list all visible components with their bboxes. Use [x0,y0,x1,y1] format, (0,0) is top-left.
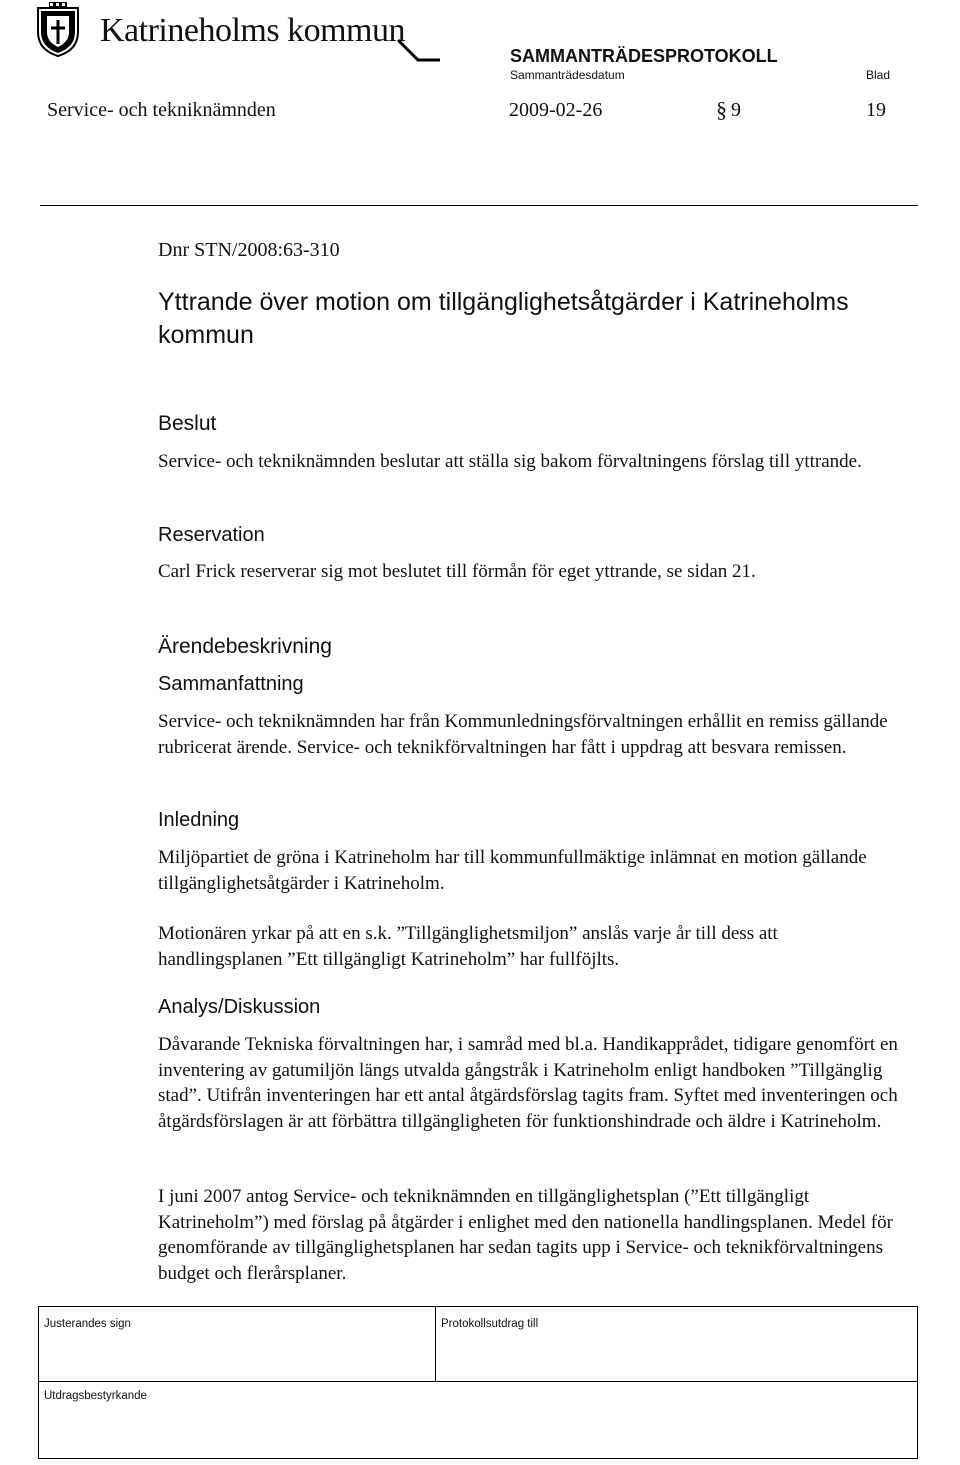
page-number: 19 [866,99,886,121]
beslut-text: Service- och tekniknämnden beslutar att ställa sig bakom förvaltningens förslag till yttrande. [158,451,862,472]
header-divider [40,205,918,206]
paragraph-sign: § [716,97,727,122]
logo-swoosh-icon [396,36,442,66]
sammanfattning-heading: Sammanfattning [158,673,304,695]
signature-box-divider-horizontal [38,1381,918,1382]
meeting-date-label: Sammanträdesdatum [510,68,625,82]
inledning-paragraph-2: Motionären yrkar på att en s.k. ”Tillgänglighetsmiljon” anslås varje år till dess att handlingsplanen ”Ett tillgängligt Katrineholm” har fullföjlts. [158,923,778,970]
utdragsbestyrkande-label: Utdragsbestyrkande [44,1390,147,1402]
signature-box-divider-vertical [435,1306,436,1382]
diary-number: Dnr STN/2008:63-310 [158,239,340,261]
protokollsutdrag-label: Protokollsutdrag till [441,1318,539,1330]
committee-name: Service- och tekniknämnden [47,99,276,121]
meeting-date: 2009-02-26 [509,99,603,121]
reservation-heading: Reservation [158,524,265,546]
document-title: Yttrande över motion om tillgänglighetsåtgärder i Katrineholms kommun [158,288,849,349]
page-label: Blad [866,68,891,82]
inledning-heading: Inledning [158,809,240,831]
arendebeskrivning-heading: Ärendebeskrivning [158,635,332,658]
paragraph-number: 9 [731,99,741,121]
analys-heading: Analys/Diskussion [158,996,321,1018]
inledning-paragraph-1: Miljöpartiet de gröna i Katrineholm har till kommunfullmäktige inlämnat en motion gällande tillgänglighetsåtgärder i Katrineholm. [158,847,867,894]
justerandes-sign-label: Justerandes sign [44,1318,131,1330]
analys-paragraph-2: I juni 2007 antog Service- och tekniknämnden en tillgänglighetsplan (”Ett tillgängligt Katrineholm”) med förslag på åtgärder i enlighet med den nationella handlingsplanen. Medel för genomförande av tillgänglighetsplanen har sedan tagits upp i Service- och teknikförvaltningens budget och flerårsplaner. [158,1186,893,1284]
sammanfattning-text: Service- och tekniknämnden har från Kommunledningsförvaltningen erhållit en remiss gällande rubricerat ärende. Service- och teknikförvaltningen har fått i uppdrag att besvara remissen. [158,711,888,758]
protocol-title: SAMMANTRÄDESPROTOKOLL [510,46,778,66]
municipality-crest-icon [35,2,81,58]
reservation-text: Carl Frick reserverar sig mot beslutet till förmån för eget yttrande, se sidan 21. [158,561,756,582]
beslut-heading: Beslut [158,412,217,435]
analys-paragraph-1: Dåvarande Tekniska förvaltningen har, i samråd med bl.a. Handikapprådet, tidigare genomfört en inventering av gatumiljön längs utvalda gångstråk i Katrineholm enligt handboken ”Tillgänglig stad”. Utifrån inventeringen har ett antal åtgärdsförslag tagits fram. Syftet med inventeringen och åtgärdsförslagen är att förbättra tillgängligheten för funktionshindrade och äldre i Katrineholm. [158,1034,898,1132]
logo-wordmark: Katrineholms kommun [100,12,405,49]
